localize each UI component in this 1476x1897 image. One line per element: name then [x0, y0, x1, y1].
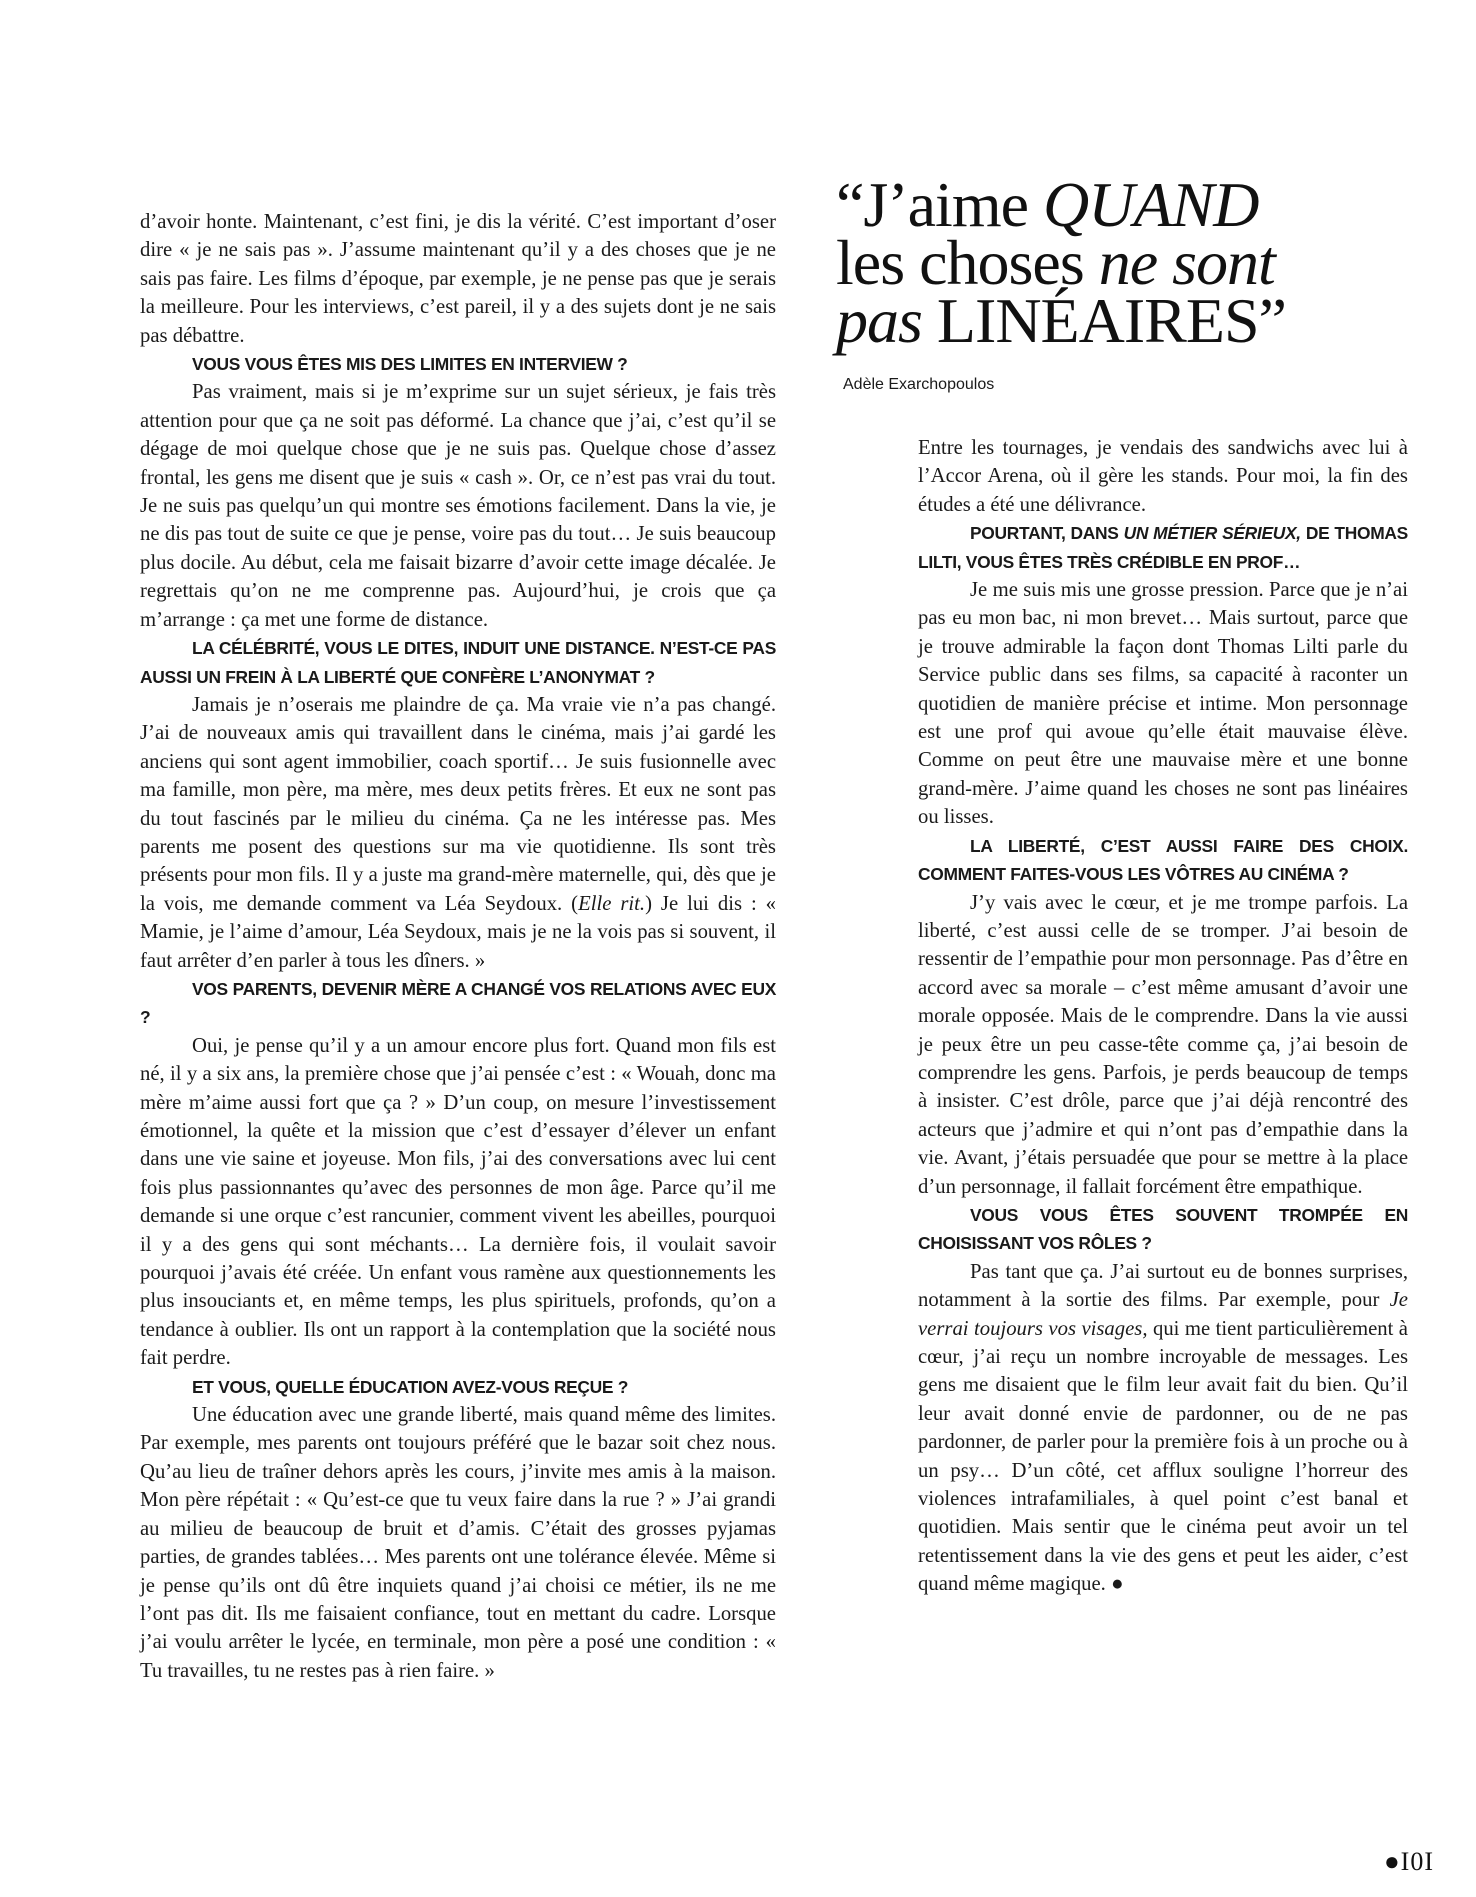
pull-quote [836, 169, 1306, 356]
paragraph [918, 1258, 1408, 1599]
film-title: Je verrai toujours vos visages, [918, 1289, 1408, 1340]
pull-quote-pas: pas [836, 285, 922, 356]
paragraph: Je me suis mis une grosse pression. Parce que je n’ai pas eu mon bac, ni mon brevet… Mais surtout, parce que je trouve admirable la façon dont Thomas Lilti parle du Service public dans ses films, sa capacité à raconter un quotidien de manière précise et intime. Mon personnage est une prof qui avoue qu’elle était mauvaise élève. Comme on peut être une mauvaise mère et une bonne grand-mère. J’aime quand les choses ne sont pas linéaires ou lisses. [918, 579, 1408, 829]
pull-quote-nesont: ne sont [1098, 227, 1275, 298]
text-run: qui me tient particulièrement à cœur, j’ai reçu un nombre incroyable de messages. Les gens me disaient que le film leur avait fait du bien. Qu’il leur avait donné envie de pardonner, ou de ne pas pardonner, de parler pour la première fois à un proche ou à un psy… D’un côté, cet afflux souligne l’horreur des violences intrafamiliales, à quel point c’est banal et quotidien. Mais sentir que le cinéma peut avoir un tel retentissement dans la vie des gens et peut les aider, c’est quand même magique. ● [918, 1317, 1408, 1596]
left-column [140, 208, 776, 1685]
text-run: ) Je lui dis : « Mamie, je l’aime d’amour, Léa Seydoux, mais je ne la vois pas si souvent, il faut arrêter d’en parler à tous les dîners. » [140, 892, 776, 972]
paragraph: Pas vraiment, mais si je m’exprime sur un sujet sérieux, je fais très attention pour que ça ne soit pas déformé. La chance que j’ai, c’est qu’il se dégage de moi quelque chose que je ne suis pas. Quelque chose d’assez frontal, les gens me disent que je suis « cash ». Or, ce n’est pas vrai du tout. Je ne suis pas quelqu’un qui montre ses émotions facilement. Dans la vie, je ne dis pas tout de suite ce que je pense, voire pas du tout… Je suis beaucoup plus docile. Au début, cela me faisait bizarre d’avoir cette image décalée. Je regrettais qu’on ne me comprenne pas. Aujourd’hui, je crois que ça m’arrange : ça met une forme de distance. [140, 381, 776, 631]
paragraph: Entre les tournages, je vendais des sandwichs avec lui à l’Accor Arena, où il gère les stands. Pour moi, la fin des études a été une délivrance. [918, 437, 1408, 516]
pull-quote-lineaires: LINÉAIRES” [921, 285, 1286, 356]
text-run: Jamais je n’oserais me plaindre de ça. Ma vraie vie n’a pas changé. J’ai de nouveaux amis qui travaillent dans le cinéma, mais j’ai gardé les anciens qui sont agent immobilier, coach sportif… Je suis fusionnelle avec ma famille, mon père, ma mère, mes deux petits frères. Et eux ne sont pas du tout fascinés par le milieu du cinéma. Ça ne les intéresse pas. Mes parents me posent des questions sur ma vie quotidienne. Ils sont très présents pour mon fils. Il y a juste ma grand-mère maternelle, qui, dès que je la vois, me demande comment va Léa Seydoux. ( [140, 693, 776, 915]
paragraph: Une éducation avec une grande liberté, mais quand même des limites. Par exemple, mes parents ont toujours préféré que le bazar soit chez nous. Qu’au lieu de traîner dehors après les cours, j’invite mes amis à la maison. Mon père répétait : « Qu’est-ce que tu veux faire dans la rue ? » J’ai grandi au milieu de beaucoup de bruit et d’amis. C’était des grosses pyjamas parties, de grandes tablées… Mes parents ont une tolérance élevée. Même si je pense qu’ils ont dû être inquiets quand j’ai choisi ce métier, ils ne me l’ont pas dit. Ils me faisaient confiance, tout en mettant du cadre. Lorsque j’ai voulu arrêter le lycée, en terminale, mon père a posé une condition : « Tu travailles, tu ne restes pas à rien faire. » [140, 1404, 776, 1682]
paragraph: Oui, je pense qu’il y a un amour encore plus fort. Quand mon fils est né, il y a six ans, la première chose que j’ai pensée c’est : « Wouah, donc ma mère m’aime aussi fort que ça ? » D’un coup, on mesure l’investissement émotionnel, la quête et la mission que c’est d’essayer d’élever un enfant dans une vie saine et joyeuse. Mon fils, j’ai des conversations avec lui cent fois plus passionnantes qu’avec des personnes de mon âge. Parce qu’il me demande si une orque c’est rancunier, comment vivent les abeilles, pourquoi il y a des gens qui sont méchants… La dernière fois, il voulait savoir pourquoi j’avais été créée. Un enfant vous ramène aux questionnements les plus insouciants et, en même temps, les plus spirituels, profonds, qu’on a tendance à oublier. Ils ont un rapport à la contemplation que la société nous fait perdre. [140, 1034, 776, 1370]
text-run: POURTANT, DANS [970, 523, 1124, 544]
paragraph [140, 691, 776, 975]
pull-quote-credit: Adèle Exarchopoulos [843, 376, 995, 393]
stage-direction: Elle rit. [578, 892, 646, 915]
interview-question: ET VOUS, QUELLE ÉDUCATION AVEZ-VOUS REÇUE ? [192, 1376, 629, 1397]
pull-quote-line2: les choses [836, 227, 1099, 298]
interview-question [918, 519, 1408, 576]
page-number: ●I0I [1383, 1847, 1434, 1876]
interview-question: VOUS VOUS ÊTES SOUVENT TROMPÉE EN CHOISISSANT VOS RÔLES ? [918, 1204, 1408, 1254]
interview-question: LA LIBERTÉ, C’EST AUSSI FAIRE DES CHOIX. COMMENT FAITES-VOUS LES VÔTRES AU CINÉMA ? [918, 835, 1408, 885]
interview-question: VOUS VOUS ÊTES MIS DES LIMITES EN INTERVIEW ? [192, 354, 628, 375]
interview-question: VOS PARENTS, DEVENIR MÈRE A CHANGÉ VOS RELATIONS AVEC EUX ? [140, 978, 776, 1028]
right-column [918, 434, 1408, 1599]
pull-quote-open: “J’aime [836, 169, 1043, 240]
text-run: Pas tant que ça. J’ai surtout eu de bonnes surprises, notamment à la sortie des films. Par exemple, pour [918, 1260, 1408, 1312]
paragraph: d’avoir honte. Maintenant, c’est fini, je dis la vérité. C’est important d’oser dire « je ne sais pas ». J’assume maintenant qu’il y a des choses que je ne sais pas faire. Les films d’époque, par exemple, je ne pense pas que je serais la meilleure. Pour les interviews, c’est pareil, il y a des sujets dont je ne sais pas débattre. [140, 211, 776, 347]
paragraph: J’y vais avec le cœur, et je me trompe parfois. La liberté, c’est aussi celle de se tromper. J’ai besoin de ressentir de l’empathie pour mon personnage. Pas d’être en accord avec sa morale – c’est même amusant d’avoir une morale opposée. Mais de le comprendre. Dans la vie aussi je peux être un peu casse-tête comme ça, j’ai besoin de comprendre les gens. Parfois, je perds beaucoup de temps à insister. C’est drôle, parce que j’ai déjà rencontré des acteurs que j’admire et qui n’ont pas d’empathie dans la vie. Avant, j’étais persuadée que pour se mettre à la place d’un personnage, il fallait forcément être empathique. [918, 891, 1409, 1198]
text-run: DE THOMAS LILTI, VOUS ÊTES TRÈS CRÉDIBLE EN PROF… [918, 523, 1408, 572]
pull-quote-quand: QUAND [1043, 169, 1259, 240]
film-title: UN MÉTIER SÉRIEUX, [1123, 523, 1301, 544]
interview-question: LA CÉLÉBRITÉ, VOUS LE DITES, INDUIT UNE DISTANCE. N’EST-CE PAS AUSSI UN FREIN À LA LIBERTÉ QUE CONFÈRE L’ANONYMAT ? [140, 638, 776, 687]
